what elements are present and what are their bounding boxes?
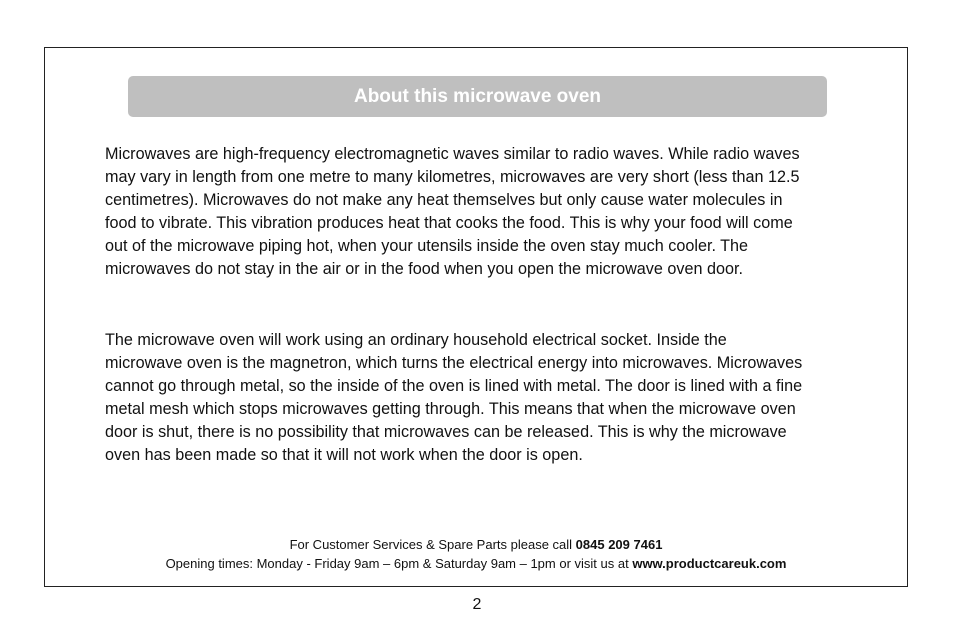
body-paragraph-2: The microwave oven will work using an ordinary household electrical socket. Inside the microwave oven is the magnetron, which turns the electrical energy into microwaves. Microwaves cannot go through metal, so the inside of the oven is lined with metal. The door is lined with a fine metal mesh which stops microwaves getting through. This means that when the microwave oven door is shut, there is no possibility that microwaves can be released. This is why the microwave oven has been made so that it will not work when the door is open.	[105, 331, 803, 464]
phone-number: 0845 209 7461	[575, 537, 663, 552]
section-title: About this microwave oven	[353, 85, 602, 107]
customer-services-text: For Customer Services & Spare Parts please call	[289, 537, 576, 552]
footer-line-1	[45, 536, 907, 555]
page-frame	[44, 47, 908, 587]
section-title-bar	[128, 76, 827, 117]
footer	[45, 536, 907, 573]
opening-times-text: Opening times: Monday - Friday 9am – 6pm & Saturday 9am – 1pm or visit us at	[165, 555, 633, 571]
website-link[interactable]: www.productcareuk.com	[632, 555, 787, 571]
footer-line-2	[45, 555, 907, 574]
page-number: 2	[472, 596, 482, 613]
body-paragraph-1: Microwaves are high-frequency electromagnetic waves similar to radio waves. While radio waves may vary in length from one metre to many kilometres, microwaves are very short (less than 12.5 centimetres). Microwaves do not make any heat themselves but only cause water molecules in food to vibrate. This vibration produces heat that cooks the food. This is why your food will come out of the microwave piping hot, when your utensils inside the oven stay much cooler. The microwaves do not stay in the air or in the food when you open the microwave oven door.	[105, 145, 800, 278]
